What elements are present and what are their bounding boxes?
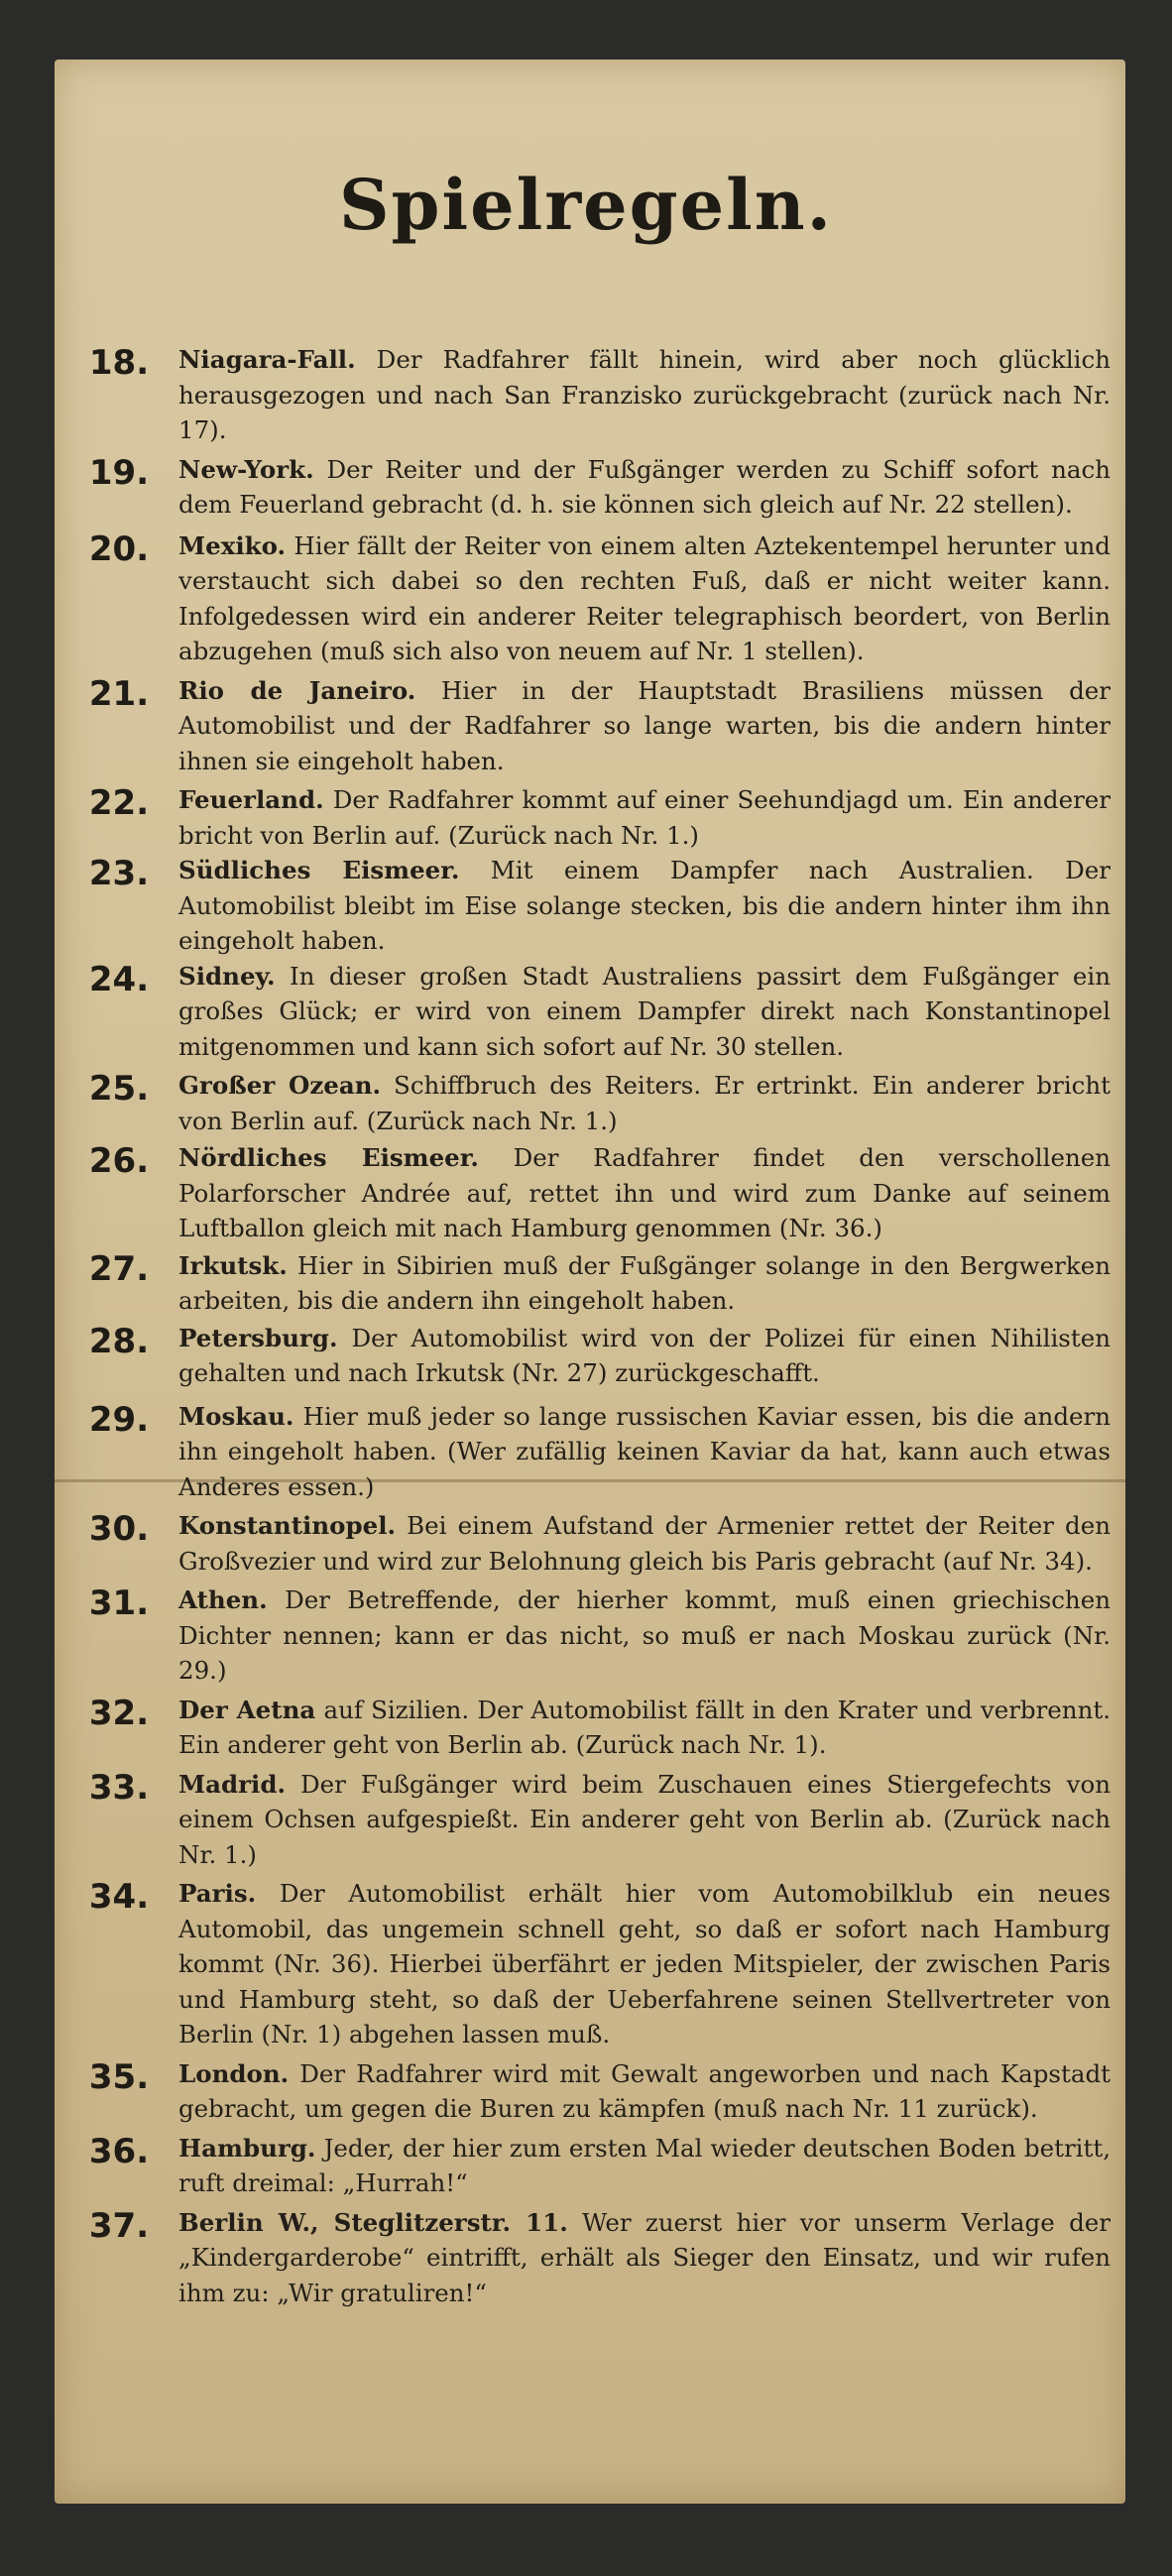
rule-item xyxy=(79,1321,1111,1391)
rule-place: Konstantinopel. xyxy=(178,1511,397,1540)
rule-text: Mit einem Dampfer nach Australien. Der Automobilist bleibt im Eise solange stecken, bis die andern hinter ihm ihn eingeholt haben. xyxy=(178,856,1111,955)
rule-item xyxy=(79,1068,1111,1138)
rule-place: Irkutsk. xyxy=(178,1250,288,1280)
rules-list xyxy=(79,342,1111,2310)
rule-item xyxy=(79,782,1111,853)
rule-text: Hier fällt der Reiter von einem alten Aztekentempel herunter und verstaucht sich dabei so den rechten Fuß, daß er nicht weiter kann. Infolgedessen wird ein anderer Reiter telegraphisch beordert, von Berlin abzugehen (muß sich also von neuem auf Nr. 1 stellen). xyxy=(178,530,1111,665)
rule-number: 30. xyxy=(88,1509,150,1549)
rule-item xyxy=(79,2131,1111,2201)
rule-text: Schiffbruch des Reiters. Er ertrinkt. Ein anderer bricht von Berlin auf. (Zurück nach Nr. 1.) xyxy=(178,1071,1112,1135)
rule-number: 20. xyxy=(88,528,150,569)
rule-number: 24. xyxy=(88,959,150,999)
rule-item xyxy=(79,1582,1111,1689)
rule-text: Hier muß jeder so lange russischen Kaviar essen, bis die andern ihn eingeholt haben. (Wer zufällig keinen Kaviar da hat, kann auch etwas Anderes essen.) xyxy=(178,1401,1111,1501)
page-title: Spielregeln. xyxy=(339,164,833,246)
rule-place: Athen. xyxy=(178,1585,268,1614)
rule-place: Berlin W., Steglitzerstr. 11. xyxy=(178,2207,568,2237)
rule-item xyxy=(79,2205,1111,2311)
rule-place: London. xyxy=(178,2058,290,2088)
rule-number: 21. xyxy=(88,673,150,714)
rule-item xyxy=(79,1140,1111,1246)
rule-place: Rio de Janeiro. xyxy=(178,675,416,705)
rule-number: 25. xyxy=(88,1069,150,1109)
rule-text: Der Reiter und der Fußgänger werden zu Schiff sofort nach dem Feuerland gebracht (d. h. sie können sich gleich auf Nr. 22 stellen). xyxy=(178,454,1111,519)
rule-item xyxy=(79,452,1111,523)
rule-text: Der Radfahrer wird mit Gewalt angeworben und nach Kapstadt gebracht, um gegen die Buren zu kämpfen (muß nach Nr. 11 zurück). xyxy=(178,2058,1111,2123)
rule-place: Petersburg. xyxy=(178,1323,338,1352)
rule-item xyxy=(79,1248,1111,1319)
rule-text: Der Betreffende, der hierher kommt, muß einen griechischen Dichter nennen; kann er das nicht, so muß er nach Moskau zurück (Nr. 29.) xyxy=(178,1585,1111,1685)
rule-place: Der Aetna xyxy=(178,1695,316,1724)
rule-text: Der Automobilist wird von der Polizei für einen Nihilisten gehalten und nach Irkutsk (Nr. 27) zurückgeschafft. xyxy=(178,1323,1111,1387)
rule-place: Nördliches Eismeer. xyxy=(178,1143,479,1172)
rule-text: Hier in der Hauptstadt Brasiliens müssen der Automobilist und der Radfahrer so lange warten, bis die andern hinter ihnen sie eingeholt haben. xyxy=(178,675,1112,775)
rule-place: Südliches Eismeer. xyxy=(178,856,460,884)
rule-item xyxy=(79,673,1111,779)
rule-text: Hier in Sibirien muß der Fußgänger solange in den Bergwerken arbeiten, bis die andern ihn eingeholt haben. xyxy=(178,1250,1111,1315)
rule-number: 37. xyxy=(88,2205,150,2246)
rule-place: Mexiko. xyxy=(178,530,287,560)
rule-number: 28. xyxy=(88,1321,150,1361)
rule-place: Sidney. xyxy=(178,961,276,991)
rule-number: 27. xyxy=(88,1248,150,1289)
rule-item xyxy=(79,2056,1111,2127)
rule-text: Der Fußgänger wird beim Zuschauen eines Stiergefechts von einem Ochsen aufgespießt. Ein anderer geht von Berlin ab. (Zurück nach Nr. 1.) xyxy=(178,1769,1111,1869)
rule-number: 35. xyxy=(88,2056,150,2097)
rule-item xyxy=(79,1693,1111,1763)
rule-text: In dieser großen Stadt Australiens passirt dem Fußgänger ein großes Glück; er wird von einem Dampfer direkt nach Konstantinopel mitgenommen und kann sich sofort auf Nr. 30 stellen. xyxy=(178,961,1111,1061)
rule-text: Der Radfahrer fällt hinein, wird aber noch glücklich herausgezogen und nach San Franzisko zurückgebracht (zurück nach Nr. 17). xyxy=(178,345,1111,444)
rule-item xyxy=(79,1876,1111,2052)
rule-number: 32. xyxy=(88,1693,150,1733)
rule-text: Der Radfahrer findet den verschollenen Polarforscher Andrée auf, rettet ihn und wird zum Danke auf seinem Luftballon gleich mit nach Hamburg genommen (Nr. 36.) xyxy=(178,1143,1111,1242)
rule-item xyxy=(79,1767,1111,1873)
rule-text: Der Automobilist erhält hier vom Automobilklub ein neues Automobil, das ungemein schnell geht, so daß er sofort nach Hamburg kommt (Nr. 36). Hierbei überfährt er jeden Mitspieler, der zwischen Paris und Hamburg steht, so daß der Ueberfahrene seinen Stellvertreter von Berlin (Nr. 1) abgehen lassen muß. xyxy=(178,1879,1111,2049)
rule-place: Madrid. xyxy=(178,1769,287,1799)
rule-item xyxy=(79,528,1111,669)
rule-place: Moskau. xyxy=(178,1401,294,1431)
rule-place: Hamburg. xyxy=(178,2133,316,2163)
rule-place: Niagara-Fall. xyxy=(178,345,356,374)
rule-item xyxy=(79,959,1111,1065)
rule-number: 19. xyxy=(88,452,150,493)
rule-place: Paris. xyxy=(178,1879,257,1908)
rule-item xyxy=(79,342,1111,448)
rule-place: Feuerland. xyxy=(178,785,324,814)
rule-text: Der Radfahrer kommt auf einer Seehundjagd um. Ein anderer bricht von Berlin auf. (Zurück nach Nr. 1.) xyxy=(178,785,1111,850)
rule-number: 18. xyxy=(88,343,150,383)
rule-number: 33. xyxy=(88,1767,150,1808)
rule-item xyxy=(79,1508,1111,1579)
rule-number: 36. xyxy=(88,2131,150,2171)
rule-number: 31. xyxy=(88,1583,150,1623)
rule-number: 26. xyxy=(88,1141,150,1181)
rule-text: auf Sizilien. Der Automobilist fällt in den Krater und verbrennt. Ein anderer geht von Berlin ab. (Zurück nach Nr. 1). xyxy=(178,1695,1111,1759)
rule-number: 22. xyxy=(88,783,150,823)
rule-text: Jeder, der hier zum ersten Mal wieder deutschen Boden betritt, ruft dreimal: „Hurrah!“ xyxy=(178,2133,1111,2197)
rule-text: Wer zuerst hier vor unserm Verlage der „Kindergarderobe“ eintrifft, erhält als Sieger den Einsatz, und wir rufen ihm zu: „Wir gratuliren!“ xyxy=(178,2207,1111,2307)
rule-text: Bei einem Aufstand der Armenier rettet der Reiter den Großvezier und wird zur Belohnung gleich bis Paris gebracht (auf Nr. 34). xyxy=(178,1511,1111,1576)
rule-number: 29. xyxy=(88,1399,150,1440)
rule-number: 34. xyxy=(88,1877,150,1917)
rule-place: Großer Ozean. xyxy=(178,1071,382,1100)
rule-number: 23. xyxy=(88,854,150,893)
rule-place: New-York. xyxy=(178,454,314,484)
rule-item xyxy=(79,1399,1111,1505)
rule-item xyxy=(79,853,1111,959)
